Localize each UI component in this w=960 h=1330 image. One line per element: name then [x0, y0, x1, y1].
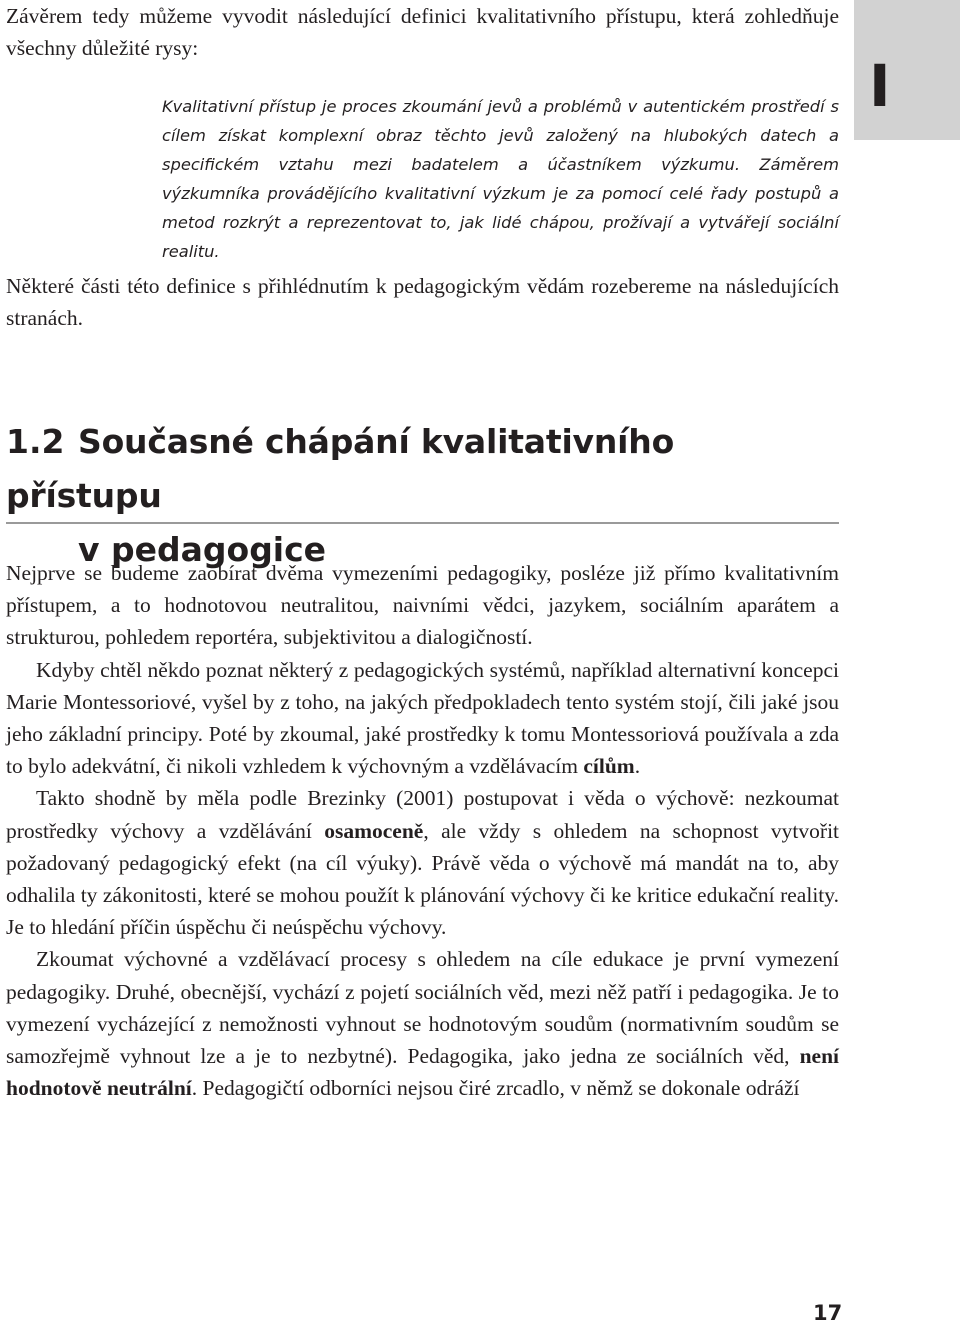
paragraph-2-text: Kdyby chtěl někdo poznat některý z pedagogických systémů, například alternativní koncepci Marie Montessoriové, vyšel by z toho, na jakých předpokladech tento systém stojí, čili jaké jsou jeho základní principy. Poté by zkoumal, jaké prostředky k tomu Montessoriová používala a zda to bylo adekvátní, či nikoli vzhledem k výchovným a vzdělávacím	[6, 657, 839, 779]
chapter-tab	[854, 0, 960, 140]
definition-block	[162, 92, 839, 266]
section-title-line-1: Současné chápání kvalitativního přístupu	[6, 422, 675, 515]
paragraph-3-text: Takto shodně by měla podle Brezinky (2001) postupovat i věda o výchově: nezkoumat prostředky výchovy a vzdělávání	[6, 786, 839, 843]
paragraph-3-end: , ale vždy s ohledem na schopnost vytvořit požadovaný pedagogický efekt (na cíl výuky). Právě věda o výchově má mandát na to, aby odhalila ty zákonitosti, které se mohou použít k plánování výchovy či ke kritice edukační reality. Je to hledání příčin úspěchu či neúspěchu výchovy.	[6, 818, 840, 940]
paragraph-3-bold: osamoceně	[324, 818, 424, 843]
paragraph-3	[6, 782, 839, 943]
section-title-line-2: v pedagogice	[78, 530, 327, 569]
paragraph-2	[6, 654, 839, 783]
definition-part-2: Záměrem výzkumníka provádějícího kvalitativní výzkum je za pomocí celé řady postupů a metod rozkrýt a reprezentovat to, jak lidé chápou, prožívají a vytvářejí sociální realitu.	[162, 155, 839, 261]
chapter-tab-label: I	[869, 52, 891, 120]
paragraph-4-text: Zkoumat výchovné a vzdělávací procesy s ohledem na cíle edukace je první vymezení pedagogiky. Druhé, obecnější, vychází z pojetí sociálních věd, mezi něž patří i pedagogika. Je to vymezení vycházející z nemožnosti vyhnout se hodnotovým soudům (normativním soudům se samozřejmě vyhnout lze a je to nezbytné). Pedagogika, jako jedna ze sociálních věd,	[6, 947, 839, 1069]
section-divider	[6, 522, 839, 524]
paragraph-4-end: . Pedagogičtí odborníci nejsou čiré zrcadlo, v němž se dokonale odráží	[191, 1076, 800, 1101]
after-definition-paragraph: Některé části této definice s přihlédnutím k pedagogickým vědám rozebereme na následujících stranách.	[6, 274, 839, 331]
section-number: 1.2	[6, 422, 65, 461]
paragraph-4	[6, 943, 839, 1104]
page-number: 17	[813, 1301, 843, 1325]
definition-part-1: Kvalitativní přístup je proces zkoumání jevů a problémů v autentickém prostředí s cílem získat komplexní obraz těchto jevů založený na hlubokých datech a specifickém vztahu mezi badatelem a účastníkem výzkumu.	[162, 97, 839, 174]
paragraph-2-end: .	[634, 754, 641, 779]
body-text	[6, 557, 839, 1104]
section-heading	[6, 415, 839, 577]
paragraph-4-bold: není hodnotově neutrální	[6, 1044, 839, 1101]
paragraph-1: Nejprve se budeme zaobírat dvěma vymezeními pedagogiky, posléze již přímo kvalitativním přístupem, a to hodnotovou neutralitou, naivními vědci, jazykem, sociálním aparátem a strukturou, pohledem reportéra, subjektivitou a dialogičností.	[6, 561, 839, 650]
paragraph-2-bold: cílům	[583, 754, 635, 779]
intro-paragraph: Závěrem tedy můžeme vyvodit následující definici kvalitativního přístupu, která zohledňuje všechny důležité rysy:	[6, 4, 839, 61]
